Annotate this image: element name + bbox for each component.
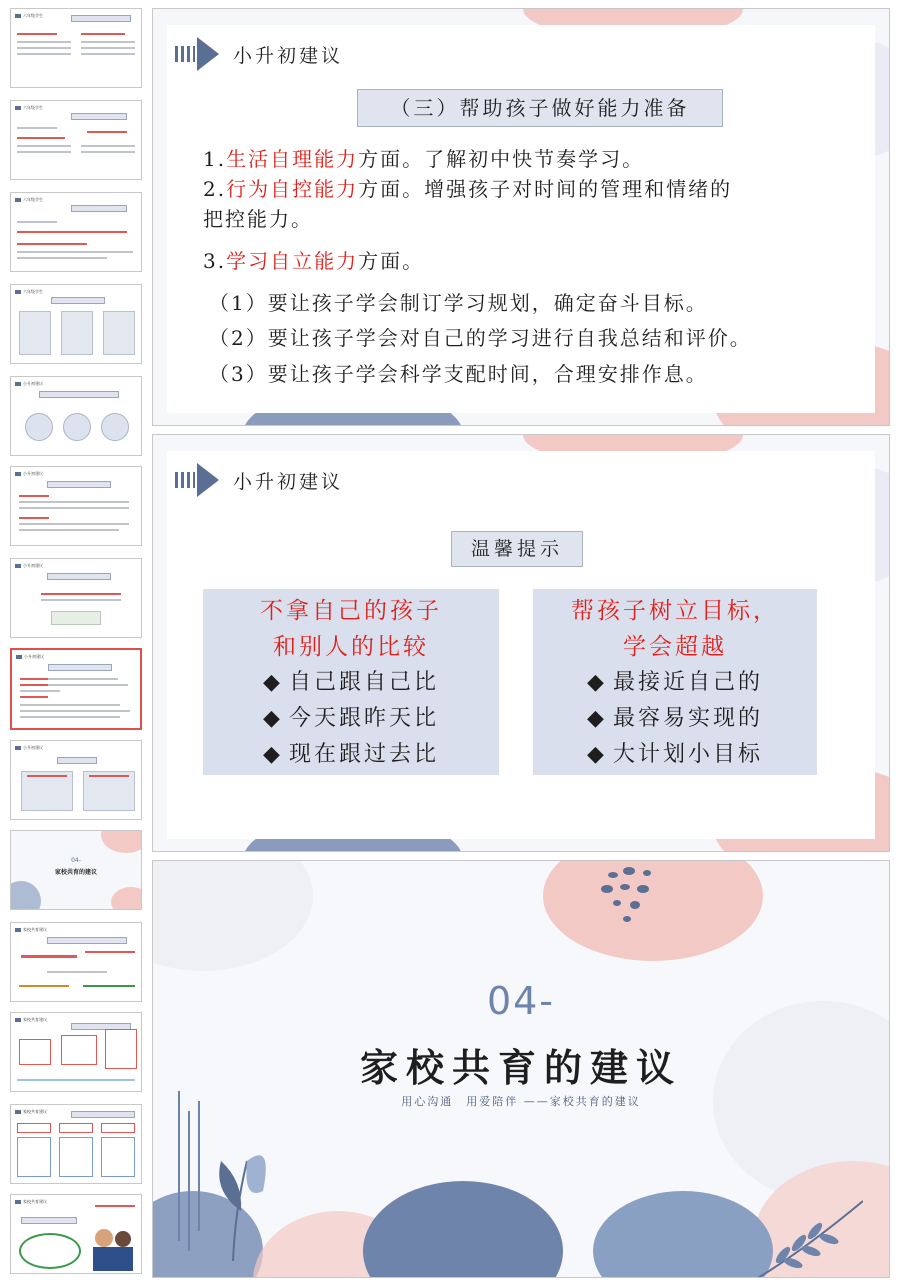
tip-title-box: 温馨提示: [451, 531, 583, 567]
tip-title-line: 和别人的比较: [273, 634, 429, 660]
tip-item: ◆ 今天跟昨天比: [203, 701, 499, 737]
thumbnail-slide-10[interactable]: [10, 830, 142, 910]
thumbnail-slide-13[interactable]: [10, 1104, 142, 1184]
thumbnail-caption: 家校共育建议: [15, 927, 47, 933]
thumbnail-caption: 小升初建议: [15, 471, 43, 477]
thumbnail-slide-5[interactable]: [10, 376, 142, 456]
tip-item: ◆ 最接近自己的: [533, 665, 817, 701]
tip-item: ◆ 最容易实现的: [533, 701, 817, 737]
branch-icon: [753, 1191, 863, 1278]
sub-point-1: （1）要让孩子学会制订学习规划，确定奋斗目标。: [209, 291, 708, 315]
thumbnail-slide-1[interactable]: [10, 8, 142, 88]
dots-icon: [593, 861, 693, 931]
tip-box-goals: [533, 589, 817, 775]
point-2: [203, 173, 732, 202]
leaf-icon: [213, 1131, 283, 1261]
thumbnail-caption: 04-: [71, 857, 81, 864]
thumbnail-caption: 六年级学生: [15, 197, 43, 203]
thumbnail-slide-2[interactable]: [10, 100, 142, 180]
point-number: 1.: [203, 147, 227, 171]
point-3: [203, 245, 424, 274]
tip-title-line: 帮孩子树立目标，: [571, 598, 779, 624]
slide-section-cover[interactable]: [152, 860, 890, 1278]
tip-item: ◆ 自己跟自己比: [203, 665, 499, 701]
thumbnail-caption: 家校共育建议: [15, 1017, 47, 1023]
slide-content-card: [167, 451, 875, 839]
slide-ability-preparation[interactable]: [152, 8, 890, 426]
thumbnail-caption: 家校共育建议: [15, 1199, 47, 1205]
point-number: 2.: [203, 177, 227, 201]
thumbnail-slide-8-active[interactable]: [10, 648, 142, 730]
tip-title-line: 不拿自己的孩子: [260, 598, 442, 624]
point-1: [203, 143, 644, 172]
tip-title-line: 学会超越: [623, 634, 727, 660]
point-text: 方面。了解初中快节奏学习。: [358, 147, 645, 171]
point-text: 方面。: [358, 249, 425, 273]
thumbnail-caption: 小升初建议: [15, 745, 43, 751]
thumbnail-slide-4[interactable]: [10, 284, 142, 364]
sub-point-3: （3）要让孩子学会科学支配时间，合理安排作息。: [209, 362, 708, 386]
thumbnail-slide-3[interactable]: [10, 192, 142, 272]
thumbnail-caption: 六年级学生: [15, 105, 43, 111]
arrow-icon: [175, 37, 221, 71]
point-number: 3.: [203, 249, 227, 273]
point-text: 方面。增强孩子对时间的管理和情绪的: [358, 177, 733, 201]
thumbnail-caption: 六年级学生: [15, 289, 43, 295]
section-title: 家校共育的建议: [359, 1045, 682, 1090]
slide-thumbnail-panel: [0, 0, 150, 1286]
thumbnail-slide-6[interactable]: [10, 466, 142, 546]
thumbnail-title: 家校共育的建议: [54, 869, 97, 876]
tip-item: ◆ 大计划小目标: [533, 737, 817, 773]
highlight-text: 行为自控能力: [226, 177, 359, 201]
thumbnail-slide-9[interactable]: [10, 740, 142, 820]
section-header-text: 小升初建议: [233, 470, 344, 493]
tip-item: ◆ 现在跟过去比: [203, 737, 499, 773]
thumbnail-slide-12[interactable]: [10, 1012, 142, 1092]
section-title-box: （三）帮助孩子做好能力准备: [357, 89, 723, 127]
arrow-icon: [175, 463, 221, 497]
section-header-text: 小升初建议: [233, 44, 344, 67]
slide-warm-tips[interactable]: [152, 434, 890, 852]
lines-icon: [173, 1091, 213, 1251]
highlight-text: 生活自理能力: [226, 147, 359, 171]
section-header: [175, 463, 343, 497]
thumbnail-caption: 小升初建议: [15, 563, 43, 569]
thumbnail-caption: 小升初建议: [15, 381, 43, 387]
section-number: 04-: [486, 979, 556, 1023]
thumbnail-caption: 六年级学生: [15, 13, 43, 19]
thumbnail-slide-7[interactable]: [10, 558, 142, 638]
slide-content-card: [167, 25, 875, 413]
thumbnail-caption: 家校共育建议: [15, 1109, 47, 1115]
thumbnail-slide-11[interactable]: [10, 922, 142, 1002]
section-header: [175, 37, 343, 71]
thumbnail-caption: 小升初建议: [16, 654, 44, 660]
point-2-continued: 把控能力。: [203, 207, 313, 231]
section-subtitle: 用心沟通 用爱陪伴 ——家校共育的建议: [401, 1095, 641, 1108]
highlight-text: 学习自立能力: [226, 249, 359, 273]
tip-box-compare: [203, 589, 499, 775]
sub-point-2: （2）要让孩子学会对自己的学习进行自我总结和评价。: [209, 326, 752, 350]
thumbnail-slide-14[interactable]: [10, 1194, 142, 1274]
